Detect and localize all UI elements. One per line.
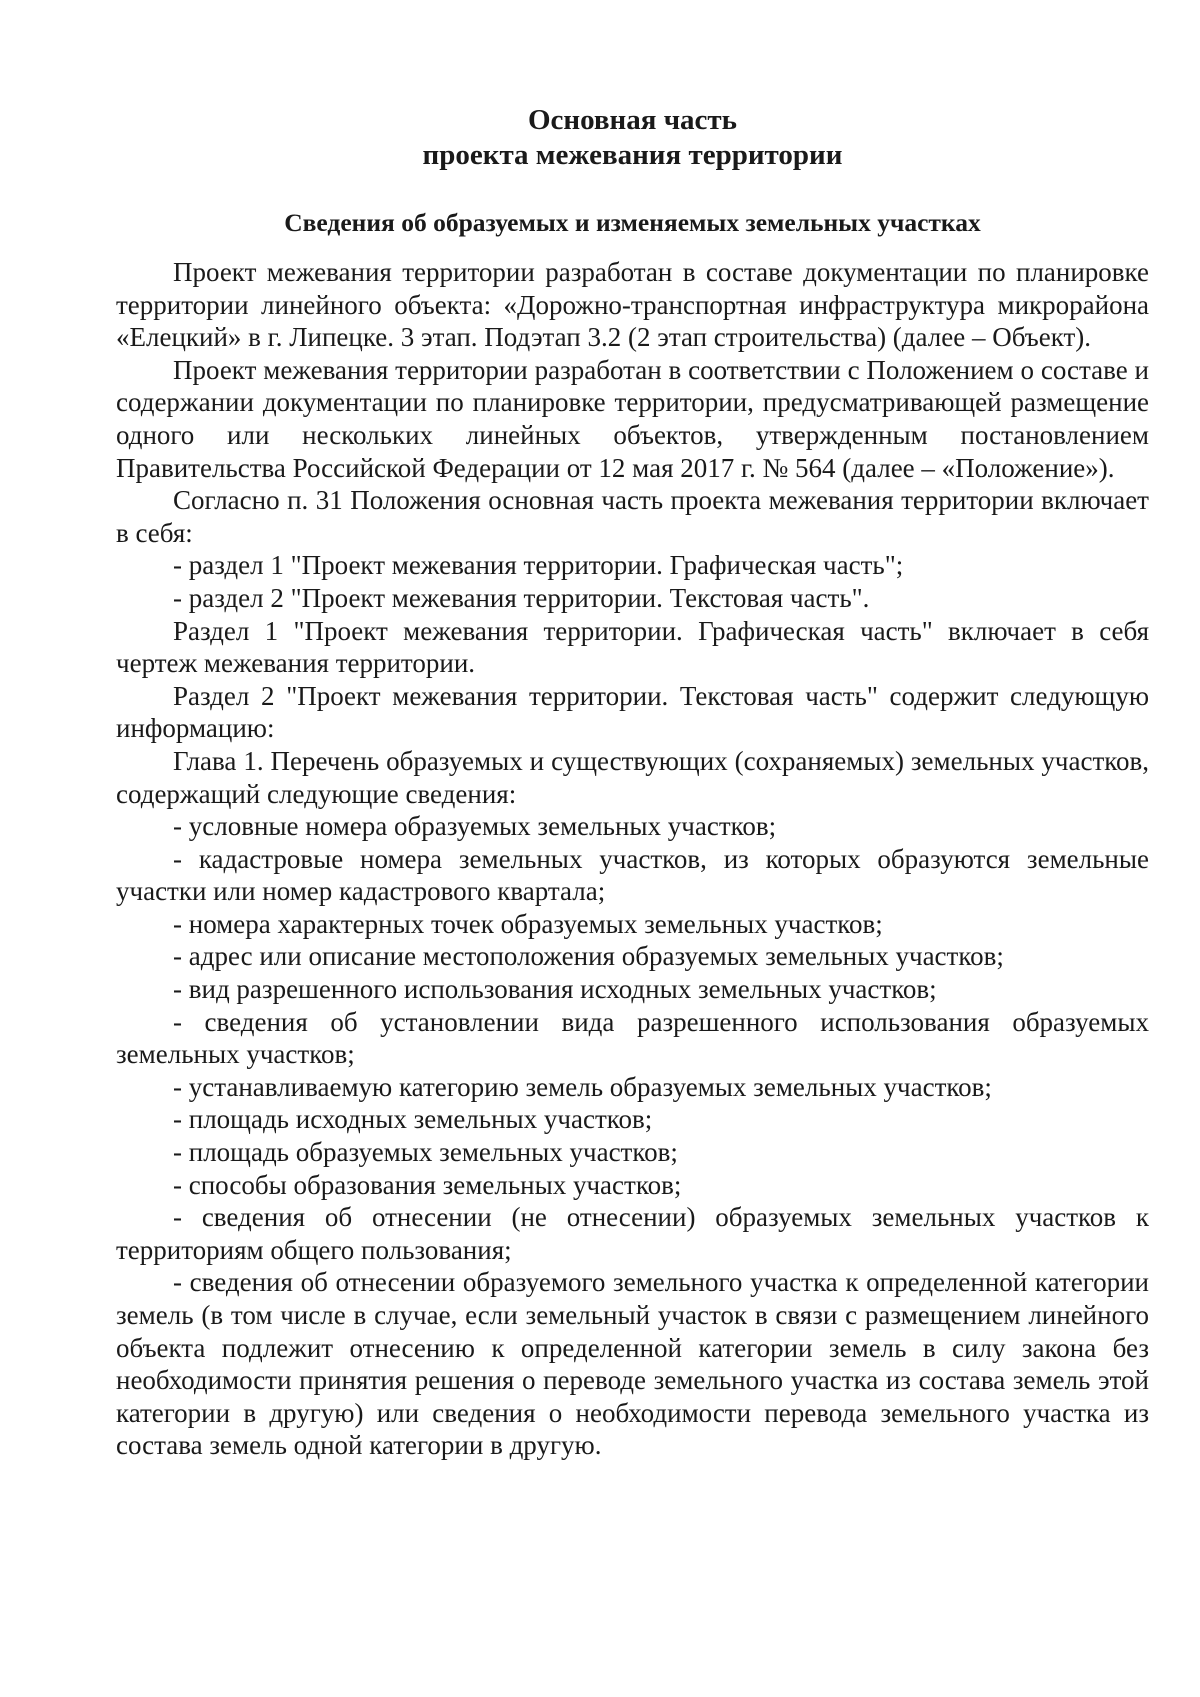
paragraph: Согласно п. 31 Положения основная часть проекта межевания территории включает в себя: [116, 485, 1149, 548]
list-item: - раздел 1 "Проект межевания территории. Графическая часть"; [173, 550, 904, 581]
document-body [116, 256, 1149, 1462]
document-title [0, 103, 1200, 173]
list-item: - кадастровые номера земельных участков, из которых образуются земельные участки или номер кадастрового квартала; [116, 843, 1149, 907]
list-item: - устанавливаемую категорию земель образуемых земельных участков; [173, 1071, 992, 1102]
list-item: - площадь исходных земельных участков; [173, 1104, 653, 1135]
document-title-line-2: проекта межевания территории [422, 139, 843, 171]
list-item: - способы образования земельных участков; [173, 1169, 682, 1200]
paragraph: Проект межевания территории разработан в соответствии с Положением о составе и содержании документации по планировке территории, предусматривающей размещение одного или нескольких линейных объектов, утвержденным постановлением Правительства Российской Федерации от 12 мая 2017 г. № 564 (далее – «Положение»). [116, 354, 1149, 483]
paragraph: Раздел 2 "Проект межевания территории. Текстовая часть" содержит следующую информацию: [116, 680, 1149, 744]
list-item: - номера характерных точек образуемых земельных участков; [173, 908, 883, 939]
list-item: - условные номера образуемых земельных участков; [173, 811, 777, 842]
paragraph: Глава 1. Перечень образуемых и существующих (сохраняемых) земельных участков, содержащий следующие сведения: [116, 745, 1149, 809]
list-item: - сведения об установлении вида разрешенного использования образуемых земельных участков; [116, 1006, 1149, 1070]
section-heading: Сведения об образуемых и изменяемых земельных участках [284, 208, 981, 237]
paragraph: Проект межевания территории разработан в составе документации по планировке территории линейного объекта: «Дорожно-транспортная инфраструктура микрорайона «Елецкий» в г. Липецке. 3 этап. Подэтап 3.2 (2 этап строительства) (далее – Объект). [116, 257, 1149, 353]
paragraph: Раздел 1 "Проект межевания территории. Графическая часть" включает в себя чертеж межевания территории. [116, 615, 1149, 679]
list-item: - площадь образуемых земельных участков; [173, 1137, 678, 1168]
list-item: - сведения об отнесении образуемого земельного участка к определенной категории земель (в том числе в случае, если земельный участок в связи с размещением линейного объекта подлежит отнесению к определенной категории земель в силу закона без необходимости принятия решения о переводе земельного участка из состава земель этой категории в другую) или сведения о необходимости перевода земельного участка из состава земель одной категории в другую. [116, 1267, 1149, 1461]
list-item: - вид разрешенного использования исходных земельных участков; [173, 974, 937, 1005]
list-item: - адрес или описание местоположения образуемых земельных участков; [173, 941, 1004, 972]
list-item: - сведения об отнесении (не отнесении) образуемых земельных участков к территориям общего пользования; [116, 1202, 1149, 1265]
document-title-line-1: Основная часть [527, 104, 738, 136]
list-item: - раздел 2 "Проект межевания территории. Текстовая часть". [173, 582, 870, 613]
